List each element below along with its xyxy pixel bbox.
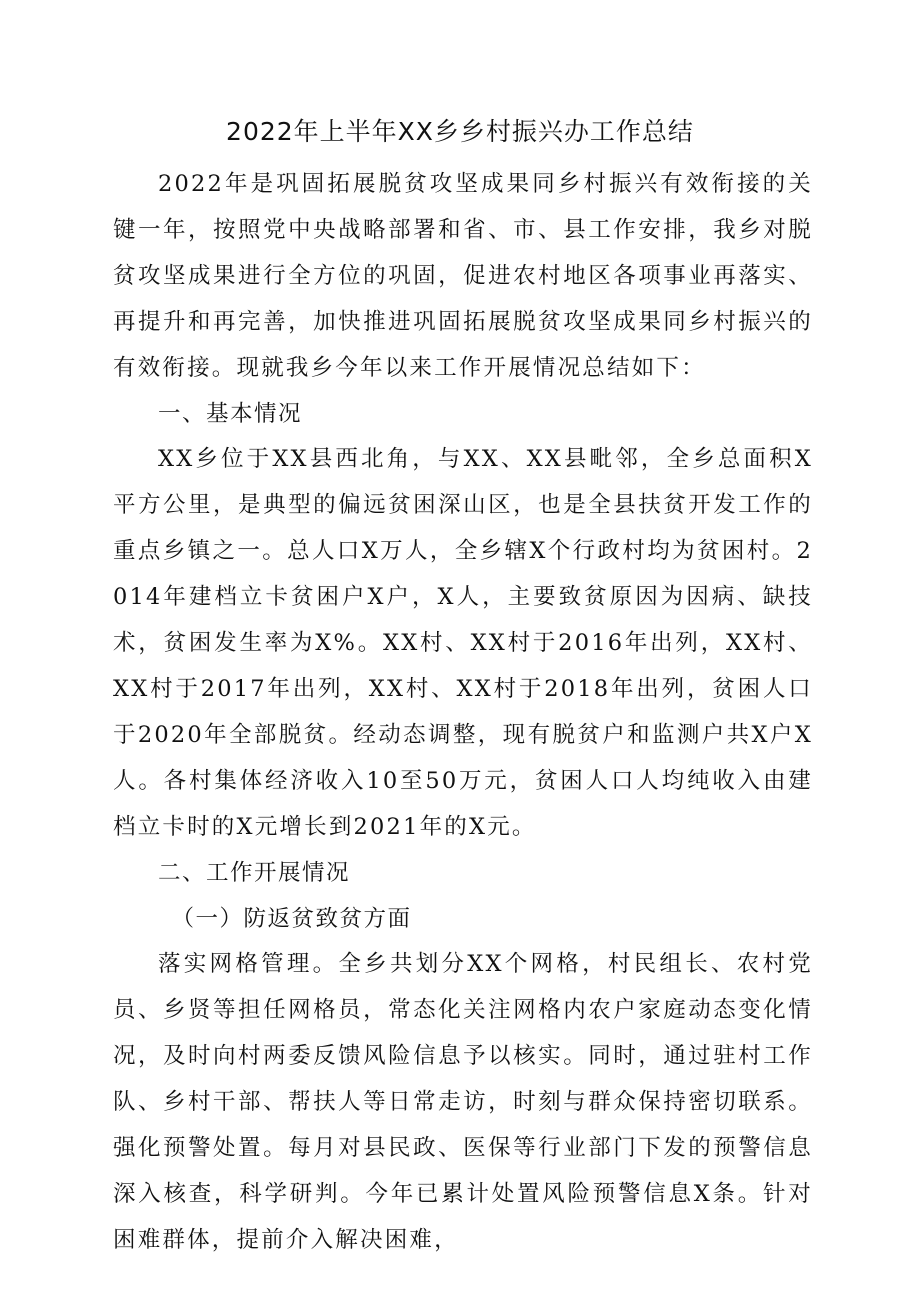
document-title: 2022年上半年XX乡乡村振兴办工作总结 [226, 117, 694, 146]
section-heading-basic-situation: 一、基本情况 [158, 400, 303, 427]
basic-situation-paragraph: XX乡位于XX县西北角，与XX、XX县毗邻，全乡总面积X平方公里，是典型的偏远贫困深山区，也是全县扶贫开发工作的重点乡镇之一。总人口X万人，全乡辖X个行政村均为贫困村。2014年建档立卡贫困户X户，X人，主要致贫原因为因病、缺技术，贫困发生率为X%。XX村、XX村于2016年出列，XX村、XX村于2017年出列，XX村、XX村于2018年出列，贫困人口于2020年全部脱贫。经动态调整，现有脱贫户和监测户共X户X人。各村集体经济收入10至50万元，贫困人口人均纯收入由建档立卡时的X元增长到2021年的X元。 [113, 446, 813, 840]
section-heading-work-progress: 二、工作开展情况 [158, 859, 351, 886]
intro-paragraph: 2022年是巩固拓展脱贫攻坚成果同乡村振兴有效衔接的关键一年，按照党中央战略部署和省、市、县工作安排，我乡对脱贫攻坚成果进行全方位的巩固，促进农村地区各项事业再落实、再提升和再完善，加快推进巩固拓展脱贫攻坚成果同乡村振兴的有效衔接。现就我乡今年以来工作开展情况总结如下： [113, 171, 813, 381]
subsection-heading-poverty-prevention: （一）防返贫致贫方面 [171, 905, 412, 932]
document-body [113, 162, 813, 1264]
poverty-prevention-paragraph: 落实网格管理。全乡共划分XX个网格，村民组长、农村党员、乡贤等担任网格员，常态化关注网格内农户家庭动态变化情况，及时向村两委反馈风险信息予以核实。同时，通过驻村工作队、乡村干部、帮扶人等日常走访，时刻与群众保持密切联系。强化预警处置。每月对县民政、医保等行业部门下发的预警信息深入核查，科学研判。今年已累计处置风险预警信息X条。针对困难群体，提前介入解决困难， [113, 951, 813, 1253]
